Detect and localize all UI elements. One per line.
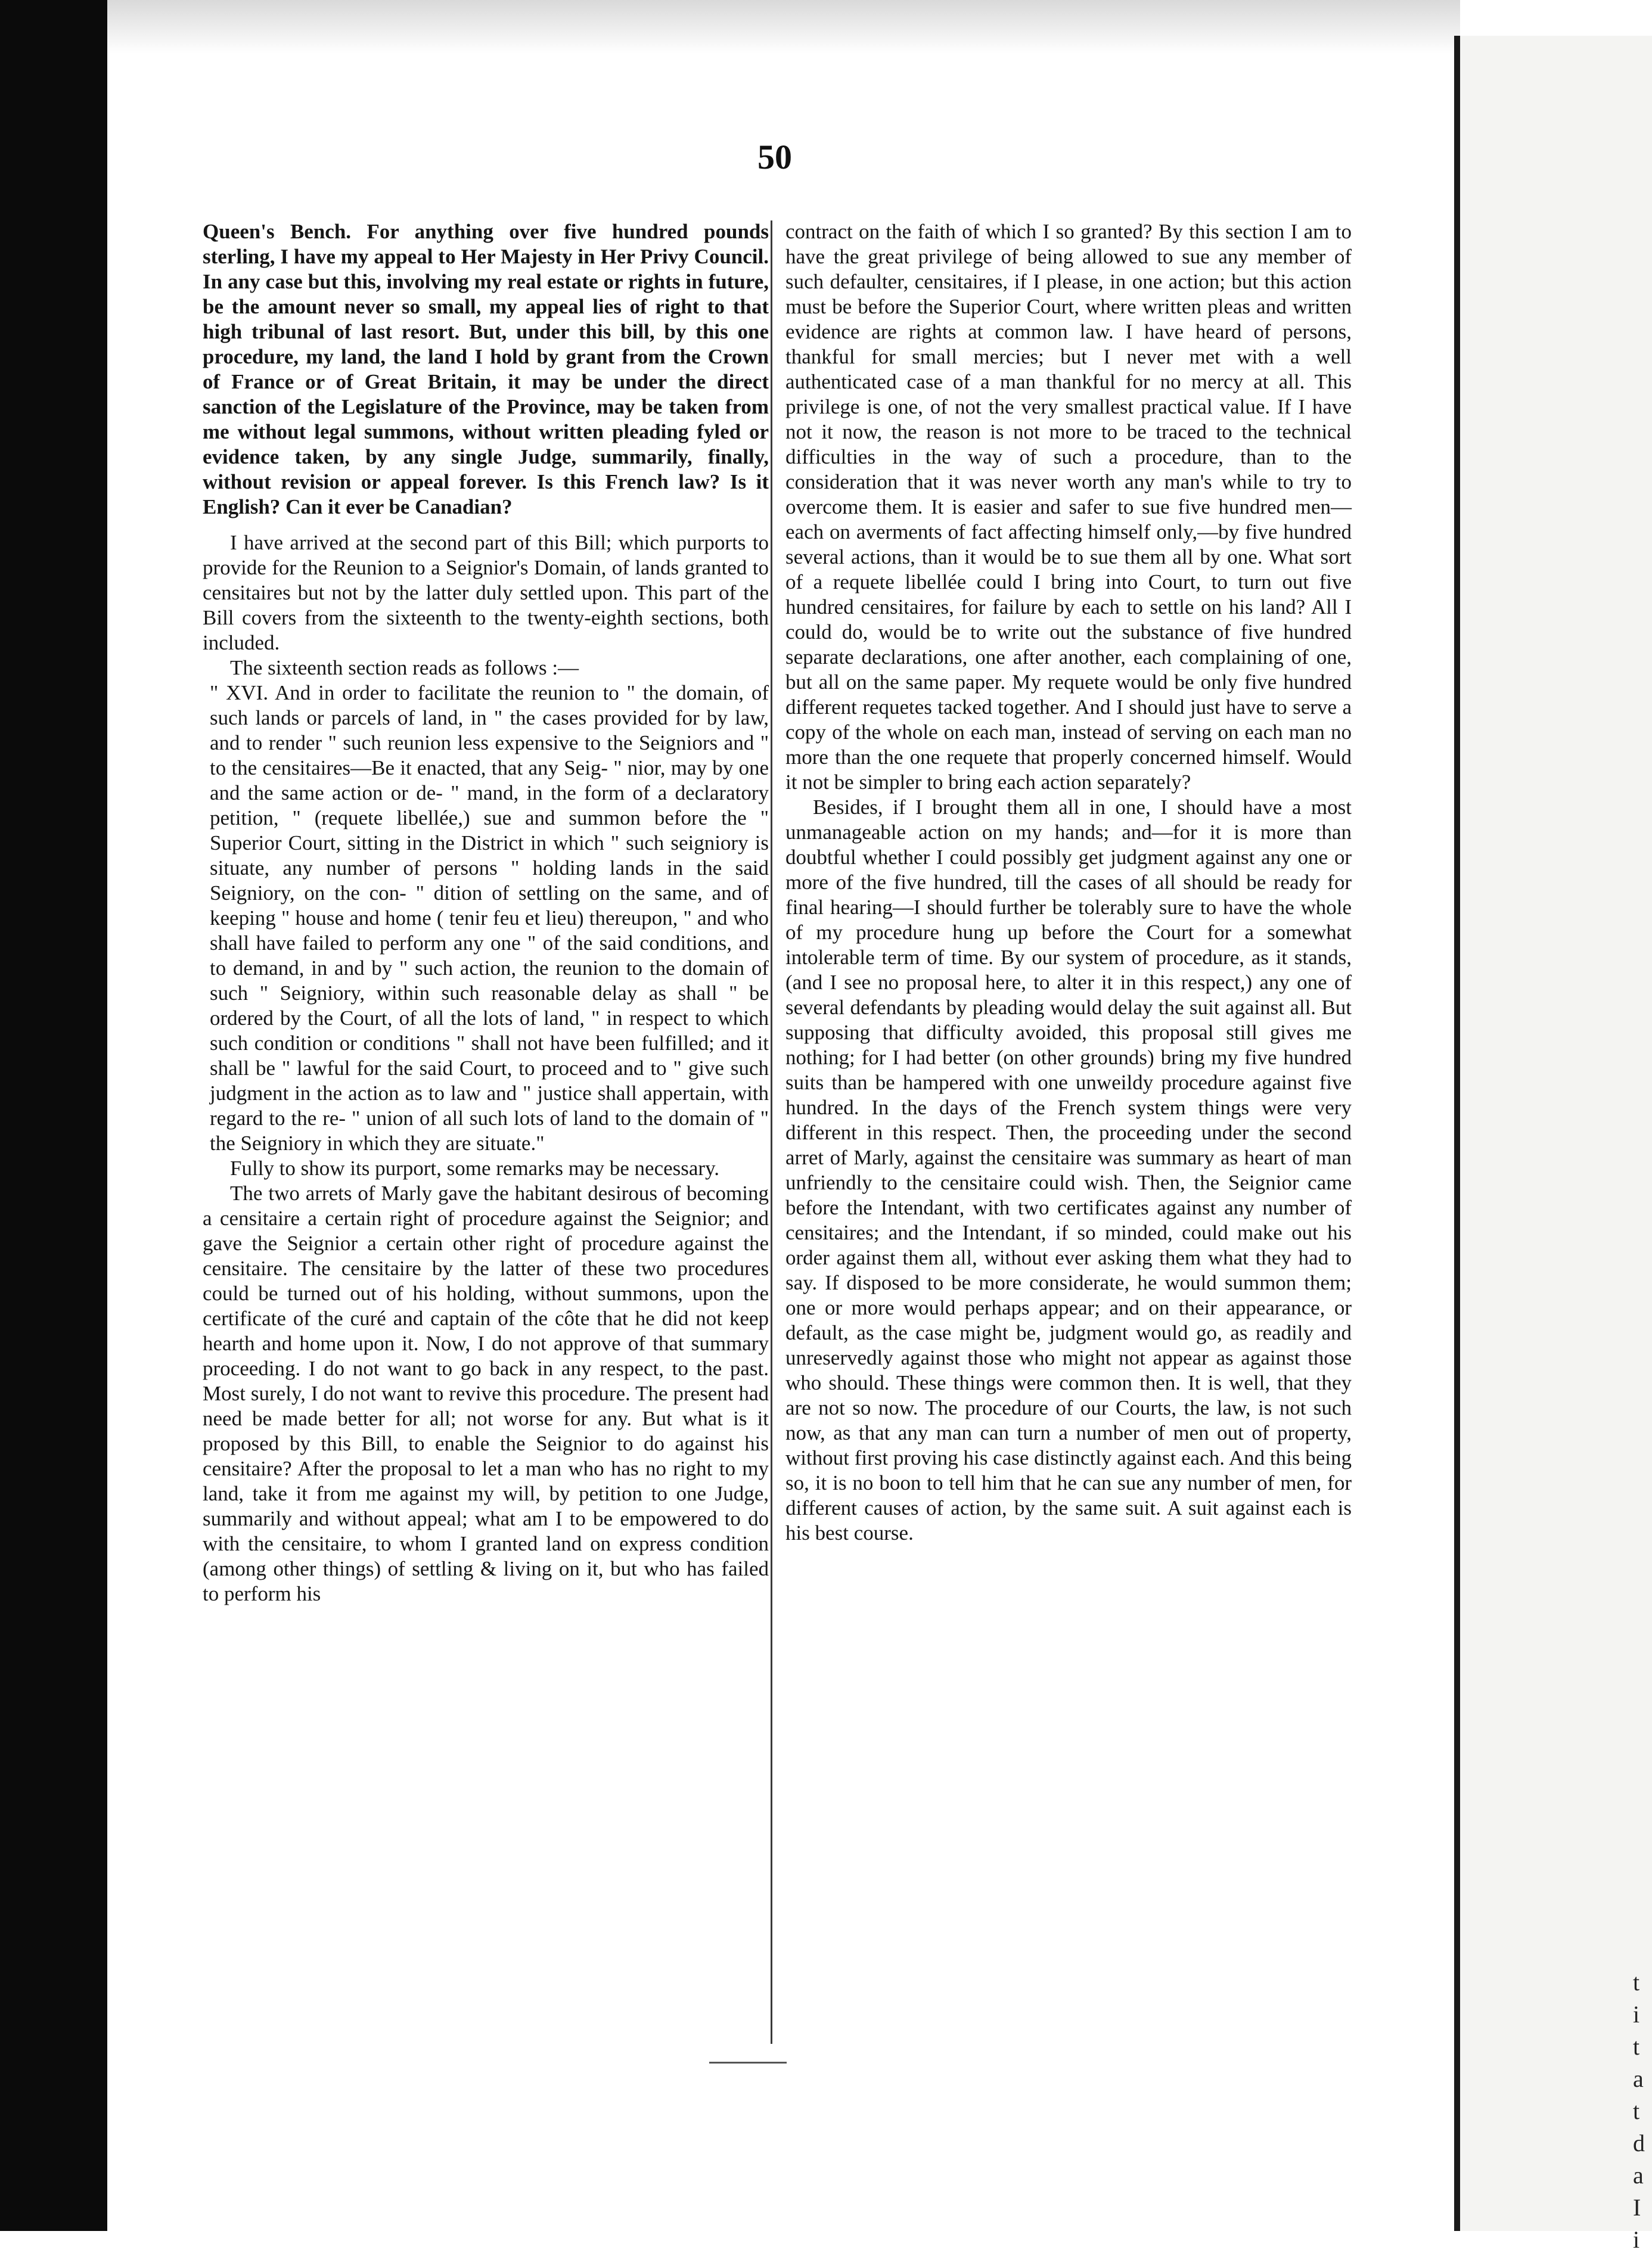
adjacent-page-edge [1454, 36, 1652, 2253]
paragraph-contract-faith: contract on the faith of which I so granted? By this section I am to have the great privilege of being allowed to sue any member of such defaulter, censitaires, if I please, in one action; but this action must be before the Superior Court, where written pleas and written evidence are rights at common law. I have heard of persons, thankful for small mercies; but I never met with a well authenticated case of a man thankful for no mercy at all. This privilege is one, of not the very smallest practical value. If I have not it now, the reason is not more to be traced to the technical difficulties in the way of such a procedure, than to the consideration that it was never worth any man's while to try to overcome them. It is easier and safer to sue five hundred men—each on averments of fact affecting himself only,—by five hundred several actions, than it would be to sue them all by one. What sort of a requete libellée could I bring into Court, to turn out five hundred censitaires, for failure by each to settle on his land? All I could do, would be to write out the substance of five hundred separate declarations, one after another, each complaining of one, but all on the same paper. My requete would be only five hundred different requetes tacked together. And I should just have to serve a copy of the whole on each man, instead of serving on each man no more than the one requete that properly concerned himself. Would it not be simpler to bring each action separately? [785, 220, 1352, 794]
fragment: I [1633, 2194, 1641, 2221]
fragment: i [1633, 2001, 1640, 2028]
fragment: i [1633, 2226, 1640, 2253]
fragment: a [1633, 2162, 1644, 2189]
fragment: t [1633, 2033, 1640, 2060]
paragraph-queens-bench: Queen's Bench. For anything over five hundred pounds sterling, I have my appeal to Her Majesty in Her Privy Council. In any case but this, involving my real estate or rights in future, be the amount never so small, my appeal lies of right to that high tribunal of last resort. But, under this bill, by this one procedure, my land, the land I hold by grant from the Crown of France or of Great Britain, it may be under the direct sanction of the Legislature of the Province, may be taken from me without legal summons, without written pleading fyled or evidence taken, by any single Judge, summarily, finally, without revision or appeal forever. Is this French law? Is it English? Can it ever be Canadian? [203, 220, 769, 518]
quoted-section-xvi: " XVI. And in order to facilitate the reunion to " the domain, of such lands or parcels of land, in " the cases provided for by law, and to render " such reunion less expensive to the Seigniors and " to the censitaires—Be it enacted, that any Seig- " nior, may by one and the same action or de- " mand, in the form of a declaratory petition, " (requete libellée,) sue and summon before the " Superior Court, sitting in the District in which " such seigniory is situate, any number of persons " holding lands in the said Seigniory, on the con- " dition of settling on the same, and of keeping " house and home ( tenir feu et lieu) thereupon, " and who shall have failed to perform any one " of the said conditions, and to demand, in and by " such action, the reunion to the domain of such " Seigniory, within such reasonable delay as shall " be ordered by the Court, of all the lots of land, " in respect to which such condition or conditions " shall not have been fulfilled; and it shall be " lawful for the said Court, to proceed and to " give such judgment in the action as to law and " justice shall appertain, with regard to the re- " union of all such lots of land to the domain of " the Seigniory in which they are situate." [210, 681, 769, 1155]
fragment: t [1633, 2097, 1640, 2124]
page-number: 50 [757, 138, 792, 176]
adjacent-page-fragments [1633, 1966, 1651, 2256]
bottom-rule [709, 2062, 787, 2064]
paragraph-second-part: I have arrived at the second part of this Bill; which purports to provide for the Reunion to a Seignior's Domain, of lands granted to censitaires but not by the latter duly settled upon. This part of the Bill covers from the sixteenth to the twenty-eighth sections, both included. [203, 531, 769, 654]
fragment: d [1633, 2130, 1645, 2156]
fragment: a [1633, 2065, 1644, 2092]
paragraph-remarks: Fully to show its purport, some remarks may be necessary. [230, 1157, 720, 1180]
scan-top-shadow [107, 0, 1460, 54]
scan-left-margin [0, 0, 107, 2231]
right-column [785, 219, 1352, 1546]
fragment: t [1633, 1969, 1640, 1996]
left-column [203, 219, 769, 1606]
column-divider [771, 220, 772, 2044]
paragraph-section-intro: The sixteenth section reads as follows :— [230, 656, 579, 679]
paragraph-besides: Besides, if I brought them all in one, I should have a most unmanageable action on my hands; and—for it is more than doubtful whether I could possibly get judgment against any one or more of the five hundred, till the cases of all should be ready for final hearing—I should further be tolerably sure to have the whole of my procedure hung up before the Court for a somewhat intolerable term of time. By our system of procedure, as it stands, (and I see no proposal here, to alter it in this respect,) any one of several defendants by pleading would delay the suit against all. But supposing that difficulty avoided, this proposal still gives me nothing; for I had better (on other grounds) bring my five hundred suits than be hampered with one unweildy procedure against five hundred. In the days of the French system things were very different in this respect. Then, the proceeding under the second arret of Marly, against the censitaire was summary as heart of man unfriendly to the censitaire could wish. Then, the Seignior came before the Intendant, with two certificates against any number of censitaires; and the Intendant, if so minded, could make out his order against them all, without ever asking them what they had to say. If disposed to be more considerate, he would summon them; one or more would perhaps appear; and on their appearance, or default, as the case might be, judgment would go, as readily and unreservedly against those who might not appear as against those who should. These things were common then. It is well, that they are not so now. The procedure of our Courts, the law, is not such now, as that any man can turn a number of men out of property, without first proving his case distinctly against each. And this being so, it is no boon to tell him that he can sue any number of men, for different causes of action, by the same suit. A suit against each is his best course. [785, 795, 1352, 1545]
paragraph-arrets-of-marly: The two arrets of Marly gave the habitant desirous of becoming a censitaire a certain right of procedure against the Seignior; and gave the Seignior a certain other right of procedure against the censitaire. The censitaire by the latter of these two procedures could be turned out of his holding, without summons, upon the certificate of the curé and captain of the côte that he did not keep hearth and home upon it. Now, I do not approve of that summary proceeding. I do not want to go back in any respect, to the past. Most surely, I do not want to revive this procedure. The present had need be made better for all; not worse for any. But what is it proposed by this Bill, to enable the Seignior to do against his censitaire? After the proposal to let a man who has no right to my land, take it from me against my will, by petition to one Judge, summarily and without appeal; what am I to be empowered to do with the censitaire, to whom I granted land on express condition (among other things) of settling & living on it, but who has failed to perform his [203, 1182, 769, 1605]
